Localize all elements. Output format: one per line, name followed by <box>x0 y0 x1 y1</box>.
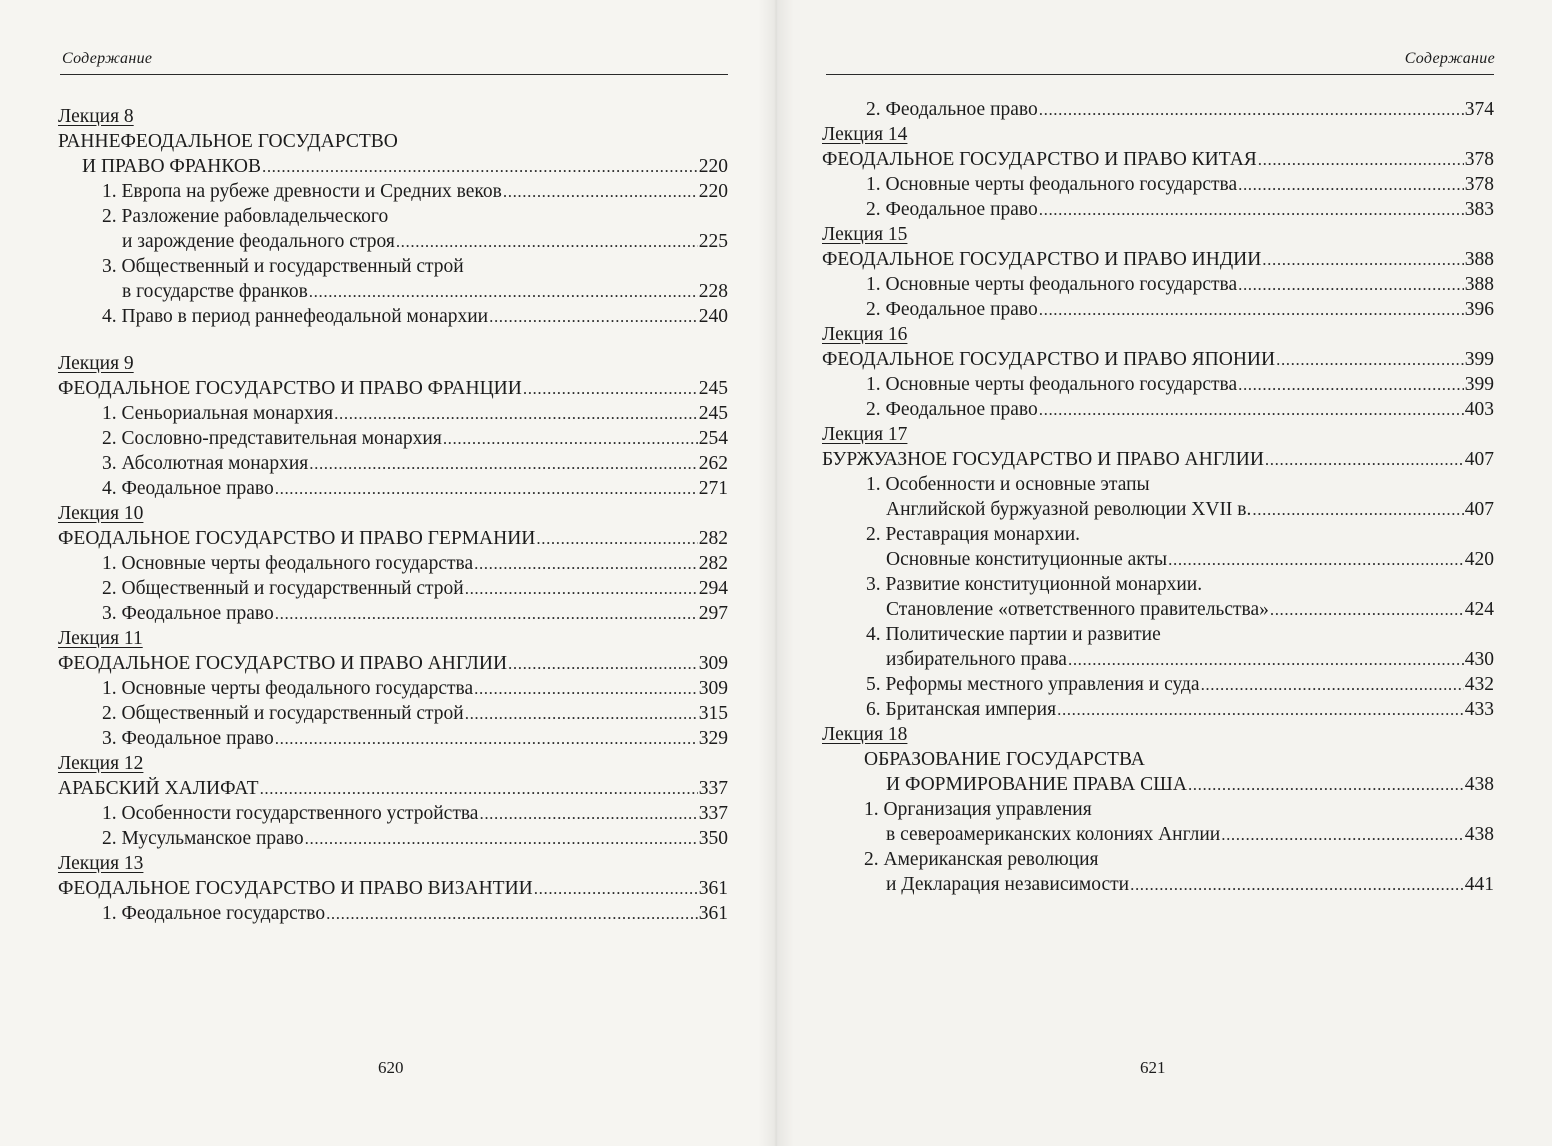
dot-leader <box>1276 347 1464 372</box>
toc-entry-text: 1. Особенности и основные этапы <box>866 474 1150 495</box>
toc-entry <box>58 676 728 701</box>
dot-leader <box>396 229 698 254</box>
toc-page-number: 254 <box>698 428 728 449</box>
toc-entry-text: 4. Политические партии и развитие <box>866 624 1161 645</box>
toc-entry-text: 1. Сеньориальная монархия <box>102 403 334 424</box>
toc-lecture-title <box>58 376 728 401</box>
toc-page-number: 383 <box>1464 199 1494 220</box>
toc-page-number: 337 <box>698 803 728 824</box>
toc-entry-text: 1. Феодальное государство <box>102 903 326 924</box>
toc-entry <box>58 204 728 229</box>
toc-entry-text: избирательного права <box>886 649 1067 670</box>
dot-leader <box>503 179 698 204</box>
dot-leader <box>1039 97 1464 122</box>
toc-entry-text: И ФОРМИРОВАНИЕ ПРАВА США <box>886 774 1187 795</box>
toc-entry <box>822 772 1494 797</box>
lecture-label: Лекция 11 <box>58 628 143 649</box>
toc-page-number: 403 <box>1464 399 1494 420</box>
table-of-contents <box>58 104 728 926</box>
dot-leader <box>1057 697 1464 722</box>
toc-entry <box>822 572 1494 597</box>
dot-leader <box>275 476 698 501</box>
dot-leader <box>465 576 698 601</box>
toc-entry-text: и Декларация независимости <box>886 874 1130 895</box>
lecture-label: Лекция 15 <box>822 224 908 245</box>
toc-entry <box>822 397 1494 422</box>
toc-page-number: 396 <box>1464 299 1494 320</box>
dot-leader <box>1221 822 1464 847</box>
page-number: 620 <box>378 1058 404 1077</box>
dot-leader <box>1068 647 1464 672</box>
dot-leader <box>262 154 698 179</box>
dot-leader <box>474 676 698 701</box>
lecture-label: Лекция 16 <box>822 324 908 345</box>
toc-entry <box>58 401 728 426</box>
toc-page-number: 240 <box>698 306 728 327</box>
toc-page-number: 282 <box>698 528 728 549</box>
dot-leader <box>1201 672 1464 697</box>
toc-entry-text: 2. Феодальное право <box>866 99 1038 120</box>
toc-lecture-title <box>58 129 728 154</box>
toc-page-number: 245 <box>698 378 728 399</box>
toc-entry-text: ФЕОДАЛЬНОЕ ГОСУДАРСТВО И ПРАВО ФРАНЦИИ <box>58 378 522 399</box>
right-page <box>776 0 1552 1146</box>
header-rule <box>60 74 728 75</box>
dot-leader <box>1265 447 1464 472</box>
toc-lecture-title <box>58 876 728 901</box>
page-number: 621 <box>1140 1058 1166 1077</box>
toc-entry-text: ФЕОДАЛЬНОЕ ГОСУДАРСТВО И ПРАВО КИТАЯ <box>822 149 1257 170</box>
toc-page-number: 441 <box>1464 874 1494 895</box>
toc-entry <box>822 647 1494 672</box>
dot-leader <box>1238 372 1464 397</box>
dot-leader <box>326 901 698 926</box>
toc-entry <box>58 701 728 726</box>
toc-entry-text: 2. Реставрация монархии. <box>866 524 1081 545</box>
toc-entry <box>822 497 1494 522</box>
toc-page-number: 407 <box>1464 449 1494 470</box>
toc-entry-text: 2. Американская революция <box>864 849 1099 870</box>
toc-entry-text: 2. Феодальное право <box>866 199 1038 220</box>
toc-entry <box>58 451 728 476</box>
toc-entry-text: 1. Организация управления <box>864 799 1092 820</box>
toc-entry <box>822 547 1494 572</box>
toc-entry-text: ФЕОДАЛЬНОЕ ГОСУДАРСТВО И ПРАВО АНГЛИИ <box>58 653 508 674</box>
toc-page-number: 420 <box>1464 549 1494 570</box>
toc-entry <box>822 297 1494 322</box>
toc-entry <box>58 901 728 926</box>
dot-leader <box>260 776 698 801</box>
dot-leader <box>443 426 698 451</box>
lecture-label: Лекция 17 <box>822 424 908 445</box>
dot-leader <box>474 551 698 576</box>
toc-entry-text: 3. Абсолютная монархия <box>102 453 309 474</box>
toc-entry-text: Становление «ответственного правительства» <box>886 599 1269 620</box>
toc-page-number: 315 <box>698 703 728 724</box>
toc-entry <box>58 426 728 451</box>
toc-lecture-block <box>58 501 728 626</box>
book-gutter <box>758 0 794 1146</box>
toc-page-number: 374 <box>1464 99 1494 120</box>
toc-entry-text: 2. Феодальное право <box>866 399 1038 420</box>
dot-leader <box>1188 772 1464 797</box>
toc-entry <box>58 179 728 204</box>
toc-lecture-block <box>822 722 1494 897</box>
dot-leader <box>309 279 698 304</box>
dot-leader <box>275 726 698 751</box>
dot-leader <box>1262 247 1463 272</box>
header-rule <box>826 74 1494 75</box>
dot-leader <box>1270 597 1464 622</box>
toc-page-number: 350 <box>698 828 728 849</box>
toc-entry <box>58 726 728 751</box>
toc-entry-text: Основные конституционные акты <box>886 549 1168 570</box>
toc-lecture-title <box>822 447 1494 472</box>
dot-leader <box>1168 547 1464 572</box>
toc-entry-text: И ПРАВО ФРАНКОВ <box>82 156 261 177</box>
toc-lecture-block <box>822 122 1494 222</box>
toc-page-number: 361 <box>698 878 728 899</box>
toc-entry <box>822 672 1494 697</box>
toc-entry-text: АРАБСКИЙ ХАЛИФАТ <box>58 778 259 799</box>
toc-lecture-title <box>822 247 1494 272</box>
dot-leader <box>1039 397 1464 422</box>
toc-entry <box>58 279 728 304</box>
toc-entry-text: 2. Мусульманское право <box>102 828 304 849</box>
toc-entry-text: Английской буржуазной революции XVII в. <box>886 499 1252 520</box>
toc-page-number: 297 <box>698 603 728 624</box>
toc-page-number: 225 <box>698 231 728 252</box>
lecture-label: Лекция 18 <box>822 724 908 745</box>
toc-lecture-block <box>58 751 728 851</box>
toc-entry <box>58 154 728 179</box>
toc-entry <box>822 172 1494 197</box>
toc-entry <box>822 872 1494 897</box>
toc-entry-text: в государстве франков <box>122 281 308 302</box>
lecture-label: Лекция 13 <box>58 853 144 874</box>
toc-page-number: 245 <box>698 403 728 424</box>
running-head: Содержание <box>1404 50 1495 67</box>
toc-page-number: 399 <box>1464 374 1494 395</box>
toc-page-number: 388 <box>1464 249 1494 270</box>
toc-page-number: 432 <box>1464 674 1494 695</box>
dot-leader <box>536 526 697 551</box>
toc-entry-text: 6. Британская империя <box>866 699 1057 720</box>
toc-entry-text: 1. Основные черты феодального государства <box>866 174 1238 195</box>
dot-leader <box>1238 272 1464 297</box>
toc-page-number: 228 <box>698 281 728 302</box>
toc-page-number: 294 <box>698 578 728 599</box>
toc-entry <box>822 272 1494 297</box>
toc-lecture-title <box>58 651 728 676</box>
toc-entry <box>58 229 728 254</box>
toc-lecture-block <box>822 422 1494 722</box>
toc-page-number: 220 <box>698 156 728 177</box>
toc-entry-text: 3. Общественный и государственный строй <box>102 256 464 277</box>
toc-entry-text: 1. Европа на рубеже древности и Средних веков <box>102 181 502 202</box>
toc-entry <box>822 847 1494 872</box>
dot-leader <box>465 701 698 726</box>
toc-entry <box>58 826 728 851</box>
toc-page-number: 361 <box>698 903 728 924</box>
toc-entry <box>822 697 1494 722</box>
toc-page-number: 424 <box>1464 599 1494 620</box>
toc-entry-text: 1. Основные черты феодального государства <box>102 678 474 699</box>
toc-entry-text: 1. Особенности государственного устройства <box>102 803 479 824</box>
lecture-label: Лекция 12 <box>58 753 144 774</box>
toc-entry <box>822 97 1494 122</box>
toc-entry-text: 4. Право в период раннефеодальной монархии <box>102 306 489 327</box>
running-head: Содержание <box>62 50 153 67</box>
toc-entry-text: и зарождение феодального строя <box>122 231 395 252</box>
dot-leader <box>1258 147 1464 172</box>
toc-entry <box>822 372 1494 397</box>
toc-entry-text: ФЕОДАЛЬНОЕ ГОСУДАРСТВО И ПРАВО ГЕРМАНИИ <box>58 528 536 549</box>
toc-entry-text: ФЕОДАЛЬНОЕ ГОСУДАРСТВО И ПРАВО ЯПОНИИ <box>822 349 1276 370</box>
toc-lecture-block <box>822 222 1494 322</box>
toc-entry-text: БУРЖУАЗНОЕ ГОСУДАРСТВО И ПРАВО АНГЛИИ <box>822 449 1264 470</box>
toc-entry <box>822 747 1494 772</box>
toc-entry <box>58 551 728 576</box>
toc-page-number: 329 <box>698 728 728 749</box>
toc-entry <box>822 597 1494 622</box>
toc-page-number: 388 <box>1464 274 1494 295</box>
dot-leader <box>479 801 697 826</box>
lecture-label: Лекция 9 <box>58 353 134 374</box>
toc-page-number: 309 <box>698 653 728 674</box>
toc-entry <box>822 797 1494 822</box>
toc-entry <box>58 254 728 279</box>
toc-entry <box>58 476 728 501</box>
dot-leader <box>309 451 698 476</box>
toc-page-number: 407 <box>1464 499 1494 520</box>
toc-page-number: 399 <box>1464 349 1494 370</box>
toc-lecture-block <box>58 851 728 926</box>
dot-leader <box>1039 297 1464 322</box>
toc-page-number: 378 <box>1464 174 1494 195</box>
toc-entry <box>58 576 728 601</box>
toc-page-number: 430 <box>1464 649 1494 670</box>
toc-entry-text: 2. Общественный и государственный строй <box>102 703 464 724</box>
toc-lecture-title <box>822 147 1494 172</box>
toc-entry-text: 2. Разложение рабовладельческого <box>102 206 389 227</box>
toc-lecture-title <box>822 347 1494 372</box>
dot-leader <box>1252 497 1463 522</box>
toc-lecture-block <box>58 626 728 751</box>
toc-page-number: 271 <box>698 478 728 499</box>
toc-page-number: 438 <box>1464 774 1494 795</box>
toc-entry <box>822 197 1494 222</box>
lecture-label: Лекция 8 <box>58 106 134 127</box>
dot-leader <box>334 401 698 426</box>
toc-lecture-block <box>58 104 728 329</box>
toc-entry-text: 2. Феодальное право <box>866 299 1038 320</box>
dot-leader <box>1130 872 1464 897</box>
toc-lecture-block <box>58 351 728 501</box>
toc-entry-text: в североамериканских колониях Англии <box>886 824 1221 845</box>
dot-leader <box>305 826 698 851</box>
toc-entry-text: 4. Феодальное право <box>102 478 274 499</box>
toc-lecture-title <box>58 526 728 551</box>
dot-leader <box>1039 197 1464 222</box>
toc-page-number: 378 <box>1464 149 1494 170</box>
toc-entry-text: ОБРАЗОВАНИЕ ГОСУДАРСТВА <box>864 749 1145 770</box>
toc-entry <box>58 601 728 626</box>
lecture-label: Лекция 10 <box>58 503 144 524</box>
toc-page-number: 262 <box>698 453 728 474</box>
toc-entry-text: ФЕОДАЛЬНОЕ ГОСУДАРСТВО И ПРАВО ВИЗАНТИИ <box>58 878 533 899</box>
toc-lecture-title <box>58 776 728 801</box>
toc-entry-text: 1. Основные черты феодального государства <box>866 374 1238 395</box>
toc-entry-text: 2. Общественный и государственный строй <box>102 578 464 599</box>
dot-leader <box>523 376 698 401</box>
dot-leader <box>275 601 698 626</box>
toc-entry-text: 3. Феодальное право <box>102 728 274 749</box>
toc-entry <box>58 801 728 826</box>
table-of-contents <box>822 97 1494 897</box>
toc-entry <box>822 622 1494 647</box>
dot-leader <box>1238 172 1464 197</box>
toc-entry-text: ФЕОДАЛЬНОЕ ГОСУДАРСТВО И ПРАВО ИНДИИ <box>822 249 1262 270</box>
toc-page-number: 438 <box>1464 824 1494 845</box>
toc-entry-text: 3. Феодальное право <box>102 603 274 624</box>
toc-entry <box>822 822 1494 847</box>
toc-lecture-block <box>822 322 1494 422</box>
toc-entry-text: РАННЕФЕОДАЛЬНОЕ ГОСУДАРСТВО <box>58 131 398 152</box>
toc-entry <box>58 304 728 329</box>
toc-entry-text: 2. Сословно-представительная монархия <box>102 428 442 449</box>
toc-entry <box>822 472 1494 497</box>
toc-page-number: 337 <box>698 778 728 799</box>
toc-entry <box>822 522 1494 547</box>
toc-page-number: 433 <box>1464 699 1494 720</box>
toc-page-number: 282 <box>698 553 728 574</box>
toc-page-number: 309 <box>698 678 728 699</box>
dot-leader <box>534 876 698 901</box>
toc-entry-text: 5. Реформы местного управления и суда <box>866 674 1200 695</box>
dot-leader <box>508 651 698 676</box>
toc-entry-text: 3. Развитие конституционной монархии. <box>866 574 1203 595</box>
toc-entry-text: 1. Основные черты феодального государства <box>102 553 474 574</box>
toc-page-number: 220 <box>698 181 728 202</box>
lecture-label: Лекция 14 <box>822 124 908 145</box>
dot-leader <box>489 304 698 329</box>
toc-entry-text: 1. Основные черты феодального государства <box>866 274 1238 295</box>
